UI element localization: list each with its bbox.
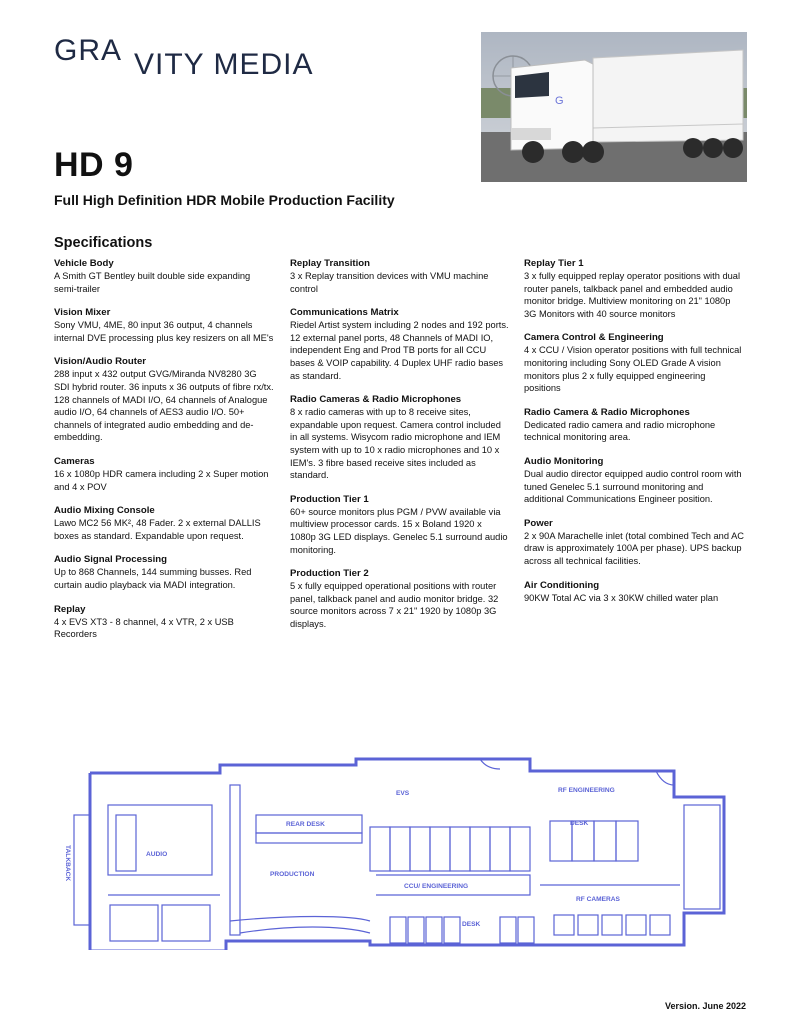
- gravity-media-logo: [54, 30, 334, 80]
- specifications-heading: Specifications: [54, 235, 153, 251]
- trailer-logo: G: [555, 95, 564, 107]
- spec-replay-tier-1: [524, 258, 744, 320]
- plan-label-rf-engineering: RF ENGINEERING: [558, 787, 615, 794]
- spec-heading: Production Tier 1: [290, 493, 369, 505]
- spec-heading: Audio Monitoring: [524, 455, 604, 467]
- spec-camera-control: [524, 332, 744, 394]
- spec-production-tier-1: [290, 494, 510, 556]
- spec-heading: Power: [524, 517, 553, 529]
- spec-replay-transition: [290, 258, 510, 295]
- spec-heading: Replay Tier 1: [524, 258, 584, 269]
- spec-production-tier-2: [290, 568, 510, 630]
- spec-text: 90KW Total AC via 3 x 30KW chilled water plan: [524, 592, 719, 603]
- plan-label-desk-bottom: DESK: [462, 921, 481, 928]
- spec-text: 3 x fully equipped replay operator positions with dual router panels, talkback panel and embedded audio monitor bridge. Multiview monitoring on 21" 1080p 3G Monitors with 40 source monitors: [524, 271, 741, 319]
- spec-text: 4 x EVS XT3 - 8 channel, 4 x VTR, 2 x USB Recorders: [54, 616, 234, 640]
- spec-audio-signal-processing: [54, 554, 274, 591]
- spec-radio-camera-monitoring: [524, 407, 744, 444]
- plan-label-talkback: TALKBACK: [64, 845, 71, 882]
- plan-label-desk-rf: DESK: [570, 820, 589, 827]
- spec-cameras: [54, 456, 274, 493]
- logo-text-line1: GRA: [54, 34, 123, 67]
- spec-heading: Vehicle Body: [54, 258, 114, 269]
- spec-text: Lawo MC2 56 MK², 48 Fader. 2 x external DALLIS boxes as standard. Expandable upon request.: [54, 518, 261, 541]
- spec-audio-monitoring: [524, 456, 744, 506]
- spec-heading: Audio Mixing Console: [54, 505, 155, 517]
- page-subtitle: Full High Definition HDR Mobile Production Facility: [54, 192, 395, 208]
- version-label: Version. June 2022: [664, 1001, 746, 1011]
- spec-heading: Radio Camera & Radio Microphones: [524, 406, 690, 418]
- spec-heading: Vision/Audio Router: [54, 356, 147, 368]
- spec-heading: Camera Control & Engineering: [524, 332, 664, 344]
- spec-text: Riedel Artist system including 2 nodes and 192 ports. 12 external panel ports, 48 Channels of MADI IO, independent Eng and Prod TB ports for all CCU bases & VOIP capability. 4 Duplex UHF radio bases as standard.: [290, 320, 509, 381]
- spec-vision-audio-router: [54, 356, 274, 444]
- spec-text: 3 x Replay transition devices with VMU machine control: [290, 271, 489, 294]
- spec-heading: Replay: [54, 603, 86, 615]
- spec-heading: Radio Cameras & Radio Microphones: [290, 394, 462, 406]
- truck-photo: [481, 32, 747, 182]
- spec-text: 2 x 90A Marachelle inlet (total combined Tech and AC draw is approximately 100A per phase). UPS backup across all technical facilities.: [524, 530, 744, 566]
- logo-text-line2: VITY MEDIA: [134, 48, 314, 81]
- plan-label-audio: AUDIO: [146, 851, 168, 858]
- plan-label-evs: EVS: [396, 790, 410, 797]
- spec-text: Sony VMU, 4ME, 80 input 36 output, 4 channels internal DVE processing plus key resizers on all ME's: [54, 320, 274, 343]
- spec-audio-mixing-console: [54, 505, 274, 542]
- spec-heading: Production Tier 2: [290, 568, 369, 580]
- spec-column-2: [290, 258, 510, 642]
- spec-text: 5 x fully equipped operational positions with router panel, talkback panel and audio monitor bridge. 32 source monitors across 7 x 21" 1920 by 1080p 3G displays.: [290, 581, 499, 629]
- spec-heading: Cameras: [54, 455, 95, 467]
- spec-text: 8 x radio cameras with up to 8 receive sites, expandable upon request. Camera control included in all systems. Wisycom radio microphone and IEM system with up to 10 x radio microphones and 10 x IEM's. 3 fibre based receive sites included as standard.: [290, 407, 501, 481]
- plan-label-production: PRODUCTION: [270, 871, 315, 878]
- spec-text: 16 x 1080p HDR camera including 2 x Super motion and 4 x POV: [54, 468, 269, 492]
- spec-power: [524, 518, 744, 568]
- spec-text: 288 input x 432 output GVG/Miranda NV8280 3G SDI hybrid router. 36 inputs x 36 outputs of fibre rx/tx. 128 channels of MADI I/O, 64 channels of Analogue audio I/O, 64 channels of AES3 audio I/O. 50+ channels of integrated audio embedding and de-embedding.: [54, 369, 274, 443]
- spec-radio-cameras: [290, 394, 510, 482]
- spec-air-conditioning: [524, 580, 744, 605]
- spec-text: 4 x CCU / Vision operator positions with full technical monitoring including Sony OLED Grade A vision monitors plus 2 x fully equipped engineering positions: [524, 345, 742, 394]
- plan-label-rear-desk: REAR DESK: [286, 821, 325, 828]
- spec-heading: Replay Transition: [290, 258, 370, 269]
- spec-heading: Communications Matrix: [290, 307, 399, 319]
- page-title: HD 9: [54, 146, 134, 184]
- floor-plan-drawing: [60, 745, 746, 950]
- spec-text: Up to 868 Channels, 144 summing busses. Red curtain audio playback via MADI integration.: [54, 567, 252, 590]
- spec-vehicle-body: [54, 258, 274, 295]
- spec-heading: Audio Signal Processing: [54, 554, 168, 566]
- truck-illustration: [481, 32, 747, 182]
- spec-replay: [54, 604, 274, 641]
- spec-heading: Vision Mixer: [54, 307, 111, 319]
- spec-column-3: [524, 258, 744, 616]
- spec-text: 60+ source monitors plus PGM / PVW available via multiview processor cards. 15 x Boland 1920 x 1080p 3G LED displays. Genelec 5.1 surround audio monitoring.: [290, 506, 508, 555]
- spec-heading: Air Conditioning: [524, 579, 600, 591]
- floor-plan: [60, 745, 746, 950]
- plan-label-rf-cameras: RF CAMERAS: [576, 896, 620, 903]
- plan-label-ccu-engineering: CCU/ ENGINEERING: [404, 883, 469, 890]
- spec-communications-matrix: [290, 307, 510, 382]
- spec-vision-mixer: [54, 307, 274, 344]
- spec-column-1: [54, 258, 274, 653]
- spec-text: Dedicated radio camera and radio microphone technical monitoring area.: [524, 419, 716, 443]
- spec-text: Dual audio director equipped audio control room with tuned Genelec 5.1 surround monitoring and additional Communications Engineer position.: [524, 468, 742, 505]
- spec-text: A Smith GT Bentley built double side expanding semi-trailer: [54, 271, 251, 294]
